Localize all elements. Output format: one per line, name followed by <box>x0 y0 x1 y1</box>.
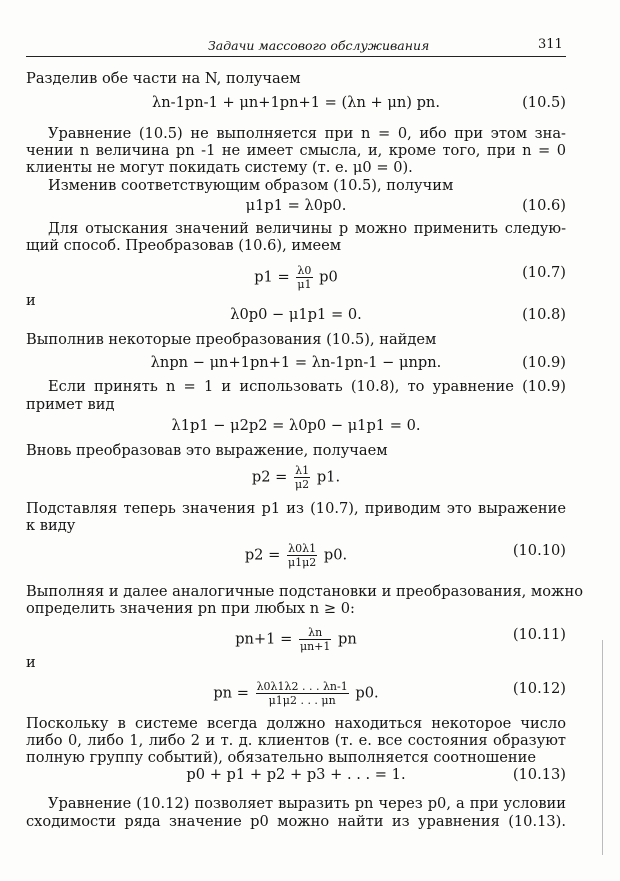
equation-number: (10.11) <box>512 626 566 643</box>
text-line: и <box>26 292 36 309</box>
text-line: Выполняя и далее аналогичные подстановки и преобразования, можно <box>26 583 583 600</box>
text-line: щий способ. Преобразовав (10.6), имеем <box>26 237 342 254</box>
fraction-numerator: λ1 <box>295 464 310 477</box>
equation-10-7 <box>26 260 566 291</box>
fraction <box>294 464 310 491</box>
fraction-numerator: λ0λ1 <box>288 542 317 555</box>
fraction-numerator: λn <box>299 626 331 640</box>
equation-formula <box>26 542 566 569</box>
equation-unnumbered-2 <box>26 460 566 491</box>
equation-rhs: p0. <box>323 546 348 564</box>
equation-rhs: p0. <box>355 684 379 702</box>
equation-number: (10.9) <box>522 354 566 371</box>
equation-rhs: p1. <box>316 468 341 486</box>
fraction <box>256 680 349 707</box>
text-line: Поскольку в системе всегда должно находиться некоторое число <box>26 715 566 732</box>
equation-10-6 <box>26 193 566 221</box>
equation-formula: μ1p1 = λ0p0. <box>245 197 347 214</box>
text-line: либо 0, либо 1, либо 2 и т. д. клиентов (т. е. все состояния образуют <box>26 732 566 749</box>
page-edge-mark <box>602 640 603 855</box>
text-line: и <box>26 654 36 671</box>
text-line: клиенты не могут покидать систему (т. е. μ0 = 0). <box>26 159 413 176</box>
fraction-denominator: μ1 <box>297 278 312 291</box>
equation-10-13 <box>26 762 566 790</box>
equation-formula <box>26 264 566 291</box>
equation-formula: λ0p0 − μ1p1 = 0. <box>230 306 362 323</box>
equation-rhs: p0 <box>319 268 338 286</box>
equation-number: (10.12) <box>512 680 566 697</box>
equation-10-12 <box>26 676 566 707</box>
fraction-numerator: λ0λ1λ2 . . . λn-1 <box>256 680 348 693</box>
equation-number: (10.7) <box>522 264 566 281</box>
equation-formula <box>26 680 566 707</box>
equation-rhs: pn <box>338 630 357 648</box>
text-line: Вновь преобразовав это выражение, получаем <box>26 442 388 459</box>
equation-lhs: pn = <box>213 684 249 702</box>
text-line: Изменив соответствующим образом (10.5), получим <box>48 177 454 194</box>
text-line: Для отыскания значений величины p можно применить следую- <box>48 220 566 237</box>
equation-formula <box>26 464 566 491</box>
equation-number: (10.13) <box>512 766 566 783</box>
text-line: сходимости ряда значение p0 можно найти из уравнения (10.13). <box>26 813 566 830</box>
equation-10-9 <box>26 350 566 378</box>
fraction-denominator: μn+1 <box>299 640 331 653</box>
equation-formula: λ1p1 − μ2p2 = λ0p0 − μ1p1 = 0. <box>171 417 421 434</box>
equation-unnumbered-1 <box>26 413 566 441</box>
equation-lhs: p2 = <box>251 468 288 486</box>
fraction <box>287 542 317 569</box>
equation-lhs: pn+1 = <box>235 630 293 648</box>
equation-10-11 <box>26 622 566 653</box>
fraction-numerator: λ0 <box>297 264 312 277</box>
text-line: Подставляя теперь значения p1 из (10.7), приводим это выражение <box>26 500 566 517</box>
text-line: Уравнение (10.5) не выполняется при n = 0, ибо при этом зна- <box>48 125 566 142</box>
equation-number: (10.5) <box>522 94 566 111</box>
equation-formula: λn-1pn-1 + μn+1pn+1 = (λn + μn) pn. <box>152 94 440 111</box>
fraction <box>299 626 331 653</box>
text-line: полную группу событий), обязательно выполняется соотношение <box>26 749 536 766</box>
equation-formula: p0 + p1 + p2 + p3 + . . . = 1. <box>186 766 406 783</box>
text-line: к виду <box>26 517 76 534</box>
fraction-denominator: μ2 <box>295 478 310 491</box>
equation-formula: λnpn − μn+1pn+1 = λn-1pn-1 − μnpn. <box>150 354 442 371</box>
equation-number: (10.8) <box>522 306 566 323</box>
equation-formula <box>26 626 566 653</box>
equation-lhs: p1 = <box>254 268 290 286</box>
text-line: примет вид <box>26 396 115 413</box>
page-number: 311 <box>538 37 563 52</box>
text-line: Выполнив некоторые преобразования (10.5), найдем <box>26 331 437 348</box>
fraction-denominator: μ1μ2 . . . μn <box>268 694 336 707</box>
text-line: Если принять n = 1 и использовать (10.8), то уравнение (10.9) <box>48 378 566 395</box>
running-header-title: Задачи массового обслуживания <box>208 38 430 53</box>
equation-number: (10.6) <box>522 197 566 214</box>
equation-10-8 <box>26 302 566 330</box>
text-line: определить значения pn при любых n ≥ 0: <box>26 600 355 617</box>
equation-10-5 <box>26 90 566 118</box>
text-line: Разделив обе части на N, получаем <box>26 70 301 87</box>
text-line: Уравнение (10.12) позволяет выразить pn через p0, а при условии <box>48 795 566 812</box>
equation-number: (10.10) <box>512 542 566 559</box>
fraction-denominator: μ1μ2 <box>287 556 317 569</box>
text-line: чении n величина pn -1 не имеет смысла, и, кроме того, при n = 0 <box>26 142 566 159</box>
header-rule <box>26 56 566 57</box>
fraction <box>296 264 312 291</box>
equation-lhs: p2 = <box>244 546 281 564</box>
equation-10-10 <box>26 538 566 569</box>
